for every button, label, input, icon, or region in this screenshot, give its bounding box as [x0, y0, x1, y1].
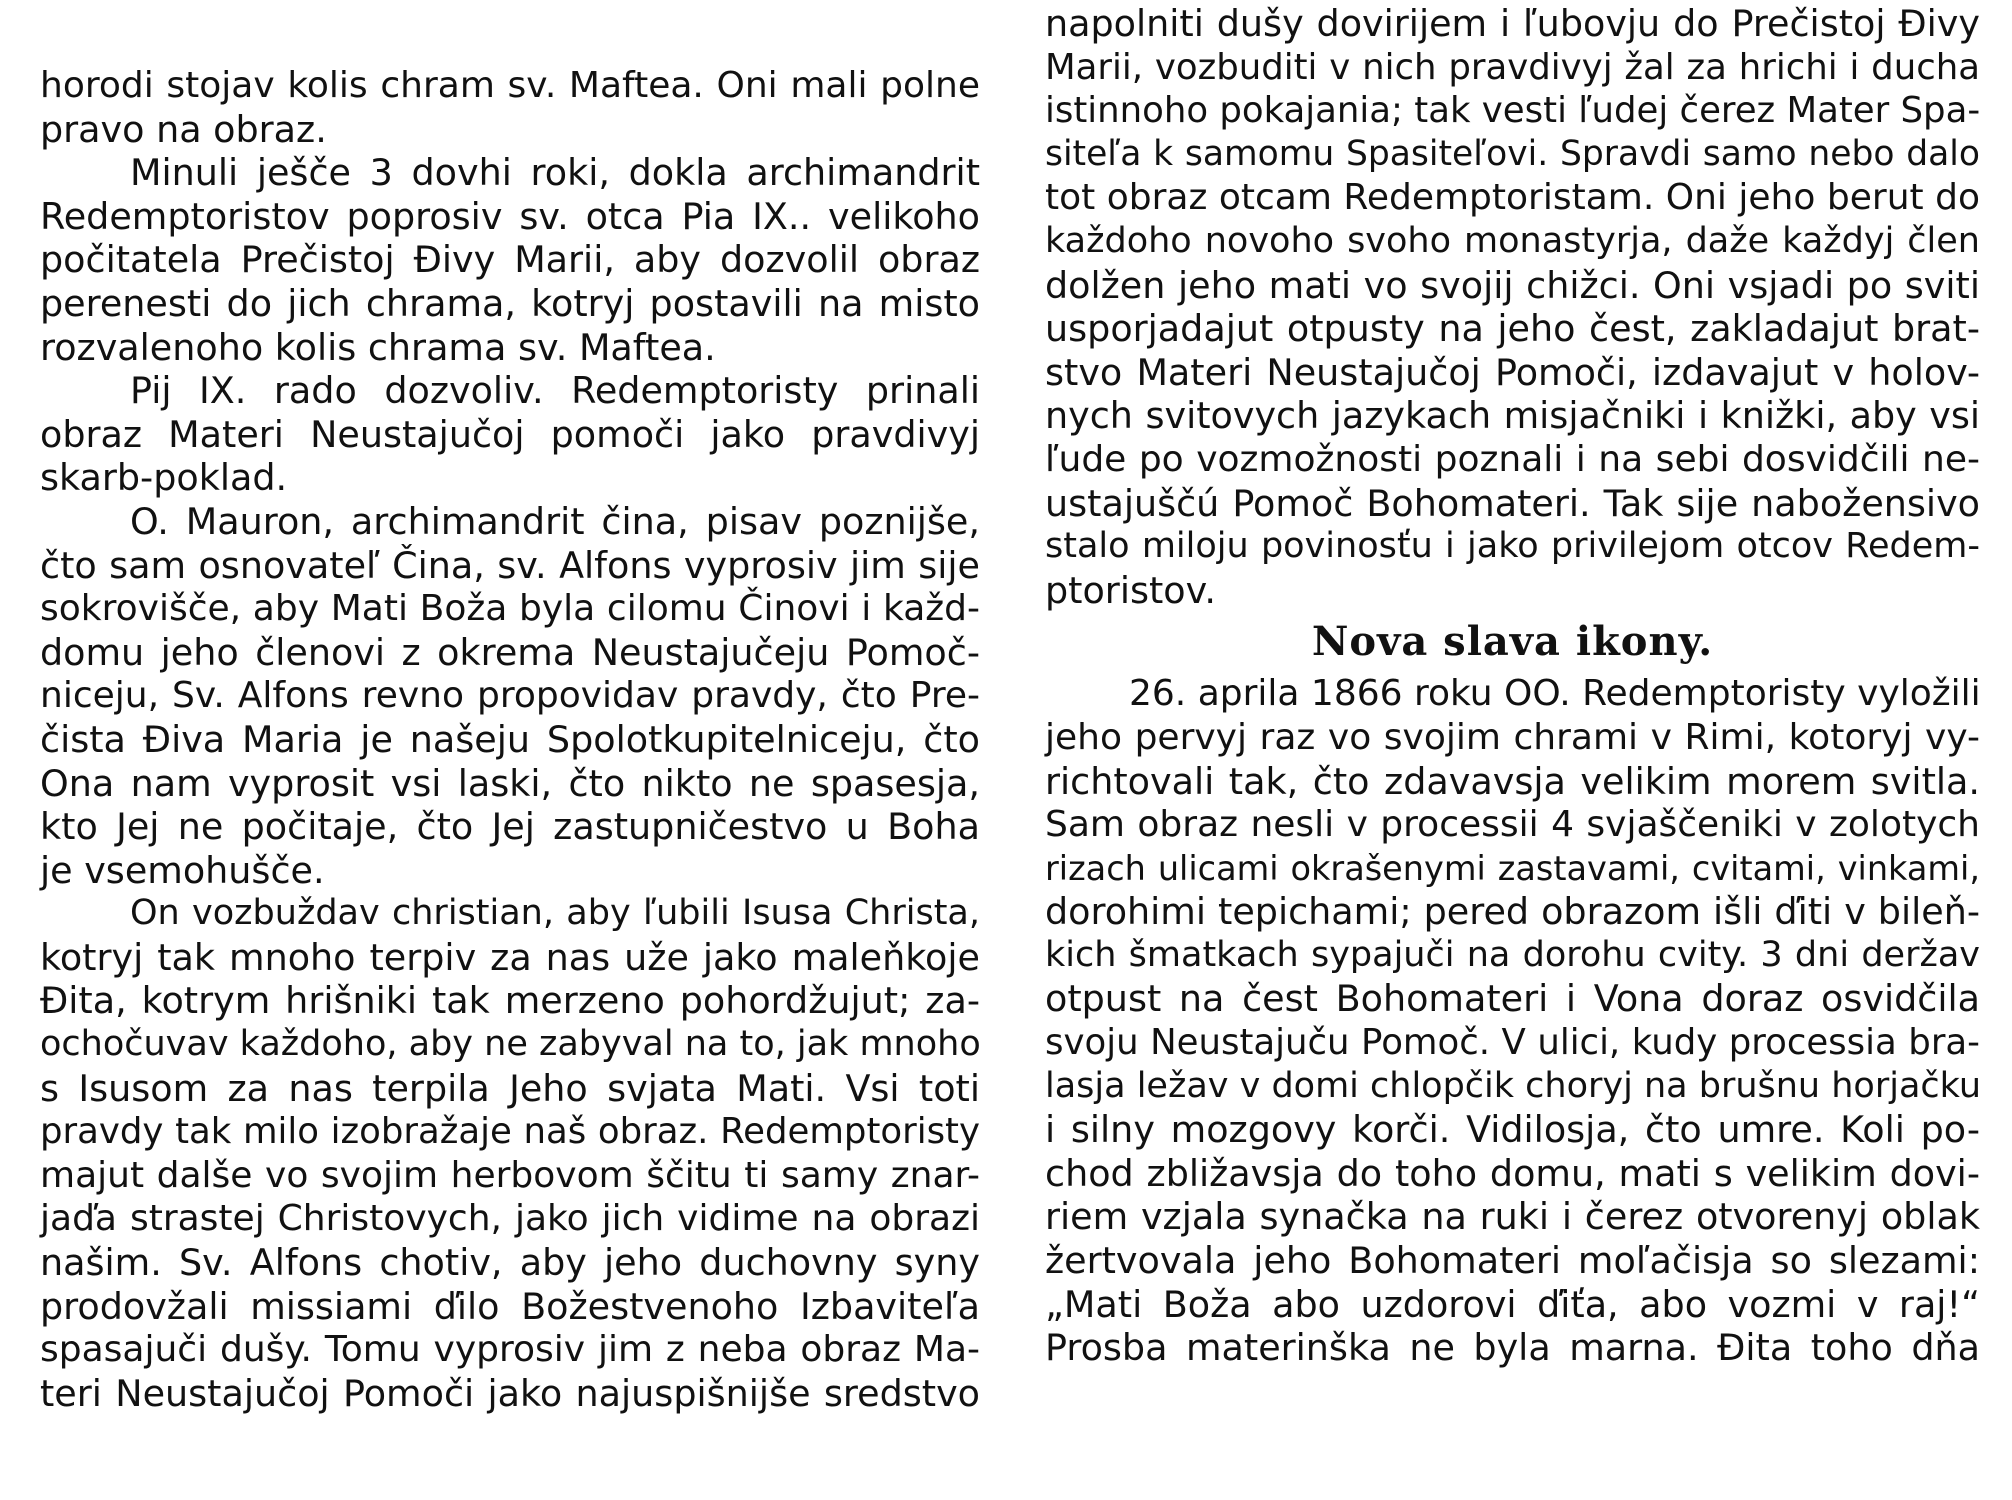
- text-line: Minuli ješče 3 dovhi roki, dokla archimandrit: [130, 151, 980, 195]
- text-line: ustajuščú Pomoč Bohomateri. Tak sije nabožensivo: [1045, 481, 1980, 525]
- text-line: ľude po vozmožnosti poznali i na sebi dosvidčili ne-: [1045, 438, 1980, 480]
- text-line: našim. Sv. Alfons chotiv, aby jeho duchovny syny: [40, 1241, 980, 1285]
- text-line: i silny mozgovy korči. Vidilosja, čto umre. Koli po-: [1045, 1108, 1980, 1152]
- text-line: je vsemohušče.: [40, 848, 325, 892]
- text-line: ochočuvav každoho, aby ne zabyval na to, jak mnoho: [40, 1024, 981, 1065]
- text-line: rozvalenoho kolis chrama sv. Maftea.: [40, 325, 716, 369]
- text-line: skarb-poklad.: [40, 456, 288, 500]
- right-page: [1045, 0, 1980, 1500]
- text-line: Prosba materinška ne byla marna. Đita toho dňa: [1045, 1326, 1980, 1370]
- text-line: siteľa k samomu Spasiteľovi. Spravdi samo nebo dalo: [1045, 133, 1980, 174]
- text-line: Ona nam vyprosit vsi laski, čto nikto ne spasesja,: [40, 761, 980, 805]
- text-line: nych svitovych jazykach misjačniki i knižki, aby vsi: [1045, 394, 1980, 438]
- text-line: kotryj tak mnoho terpiv za nas uže jako maleňkoje: [40, 935, 980, 979]
- text-line: čista Điva Maria je našeju Spolotkupitelniceju, čto: [40, 717, 980, 761]
- text-line: jaďa strastej Christovych, jako jich vidime na obrazi: [40, 1198, 980, 1240]
- text-line: kich šmatkach sypajuči na dorohu cvity. 3 dni deržav: [1045, 934, 1980, 975]
- text-line: otpust na čest Bohomateri i Vona doraz osvidčila: [1045, 977, 1980, 1021]
- text-line: počitatela Prečistoj Đivy Marii, aby dozvolil obraz: [40, 238, 980, 282]
- text-line: O. Mauron, archimandrit čina, pisav poznijše,: [130, 499, 980, 543]
- text-line: Pij IX. rado dozvoliv. Redemptoristy prinali: [130, 369, 980, 413]
- text-line: stvo Materi Neustajučoj Pomoči, izdavajut v holov-: [1045, 350, 1980, 394]
- text-line: žertvovala jeho Bohomateri moľačisja so slezami:: [1045, 1239, 1980, 1283]
- text-line: domu jeho členovi z okrema Neustajučeju Pomoč-: [40, 630, 980, 674]
- text-line: každoho novoho svoho monastyrja, daže každyj člen: [1045, 220, 1980, 261]
- text-line: jeho pervyj raz vo svojim chrami v Rimi, kotoryj vy-: [1045, 716, 1980, 758]
- text-line: Sam obraz nesli v processii 4 svjaščeniki v zolotych: [1045, 804, 1980, 846]
- section-heading: Nova slava ikony.: [1311, 618, 1714, 666]
- text-line: sokrovišče, aby Mati Boža byla cilomu Činovi i každ-: [40, 588, 980, 630]
- text-line: riem vzjala synačka na ruki i čerez otvorenyj oblak: [1045, 1195, 1980, 1239]
- text-line: rizach ulicami okrašenymi zastavami, cvitami, vinkami,: [1045, 848, 1980, 888]
- text-line: čto sam osnovateľ Čina, sv. Alfons vyprosiv jim sije: [40, 543, 980, 587]
- text-line: svoju Neustajuču Pomoč. V ulici, kudy processia bra-: [1045, 1022, 1980, 1064]
- text-line: Marii, vozbuditi v nich pravdivyj žal za hrichi i ducha: [1045, 46, 1980, 88]
- text-line: tot obraz otcam Redemptoristam. Oni jeho berut do: [1045, 177, 1980, 219]
- text-line: s Isusom za nas terpila Jeho svjata Mati. Vsi toti: [40, 1066, 980, 1110]
- text-line: majut dalše vo svojim herbovom ščitu ti samy znar-: [40, 1154, 980, 1196]
- left-page: [40, 0, 980, 1500]
- text-line: pravo na obraz.: [40, 107, 327, 151]
- text-line: horodi stojav kolis chram sv. Maftea. Oni mali polne: [40, 65, 980, 106]
- text-line: chod zbližavsja do toho domu, mati s velikim dovi-: [1045, 1151, 1980, 1195]
- text-line: stalo miloju povinosťu i jako privilejom otcov Redem-: [1045, 526, 1980, 567]
- text-line: richtovali tak, čto zdavavsja velikim morem svitla.: [1045, 759, 1980, 803]
- text-line: obraz Materi Neustajučoj pomoči jako pravdivyj: [40, 412, 980, 456]
- text-line: 26. aprila 1866 roku OO. Redemptoristy vyložili: [1129, 673, 1981, 715]
- text-line: On vozbuždav christian, aby ľubili Isusa Christa,: [130, 893, 980, 934]
- text-line: spasajuči dušy. Tomu vyprosiv jim z neba obraz Ma-: [40, 1329, 980, 1371]
- text-line: Redemptoristov poprosiv sv. otca Pia IX.. velikoho: [40, 194, 980, 238]
- text-line: pravdy tak milo izobražaje naš obraz. Redemptoristy: [40, 1111, 980, 1153]
- text-line: kto Jej ne počitaje, čto Jej zastupničestvo u Boha: [40, 805, 980, 849]
- text-line: Đita, kotrym hrišniki tak merzeno pohordžujut; za-: [40, 979, 980, 1023]
- text-line: perenesti do jich chrama, kotryj postavili na misto: [40, 281, 980, 325]
- text-line: lasja ležav v domi chlopčik choryj na brušnu horjačku: [1045, 1065, 1982, 1106]
- text-line: usporjadajut otpusty na jeho čest, zakladajut brat-: [1045, 307, 1980, 351]
- text-line: napolniti dušy dovirijem i ľubovju do Prečistoj Đivy: [1045, 2, 1980, 45]
- text-line: istinnoho pokajania; tak vesti ľudej čerez Mater Spa-: [1045, 90, 1981, 132]
- text-line: prodovžali missiami ďilo Božestvenoho Izbaviteľa: [40, 1284, 980, 1328]
- text-line: niceju, Sv. Alfons revno propovidav pravdy, čto Pre-: [40, 675, 980, 717]
- text-line: teri Neustajučoj Pomoči jako najuspišnijše sredstvo: [40, 1371, 980, 1415]
- text-line: ptoristov.: [1045, 568, 1216, 612]
- text-line: dolžen jeho mati vo svojij chižci. Oni vsjadi po sviti: [1045, 263, 1980, 307]
- text-line: dorohimi tepichami; pered obrazom išli ďiti v bileň-: [1045, 890, 1980, 934]
- text-line: „Mati Boža abo uzdorovi ďiťa, abo vozmi v raj!“: [1045, 1282, 1980, 1326]
